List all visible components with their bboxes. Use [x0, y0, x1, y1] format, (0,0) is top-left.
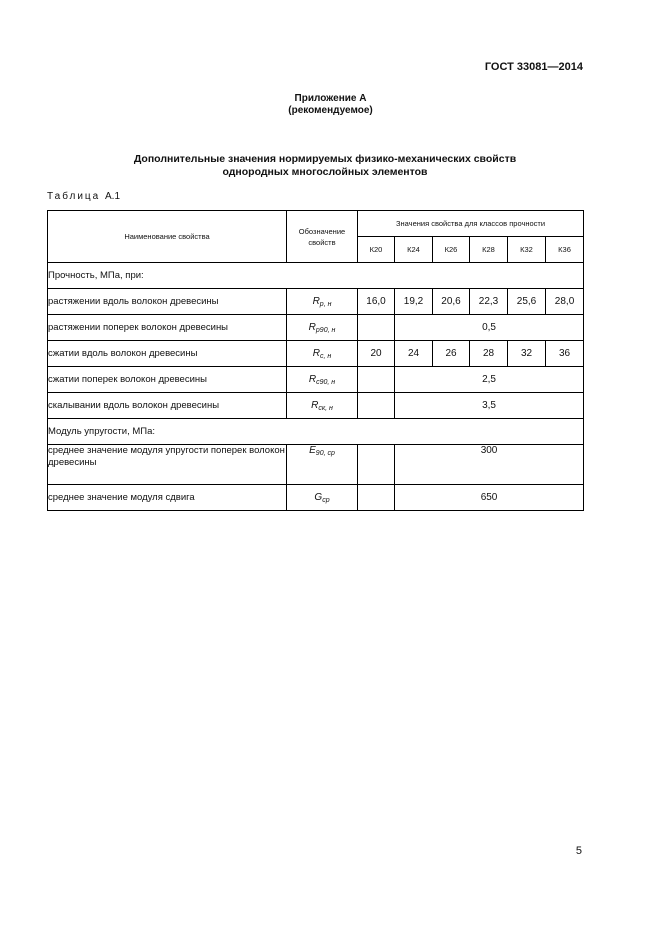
- row-value: 25,6: [508, 289, 546, 315]
- row-property-name: среднее значение модуля сдвига: [48, 485, 287, 511]
- row-symbol: $R_{с, н}$: [287, 341, 358, 367]
- row-symbol: $R_{ск, н}$: [287, 393, 358, 419]
- table-row: [48, 393, 584, 419]
- row-value: 0,5: [395, 315, 584, 341]
- header-class: К28: [470, 237, 508, 263]
- row-value: 26: [433, 341, 470, 367]
- table-caption-word: Таблица: [47, 191, 101, 202]
- row-property-name: сжатии поперек волокон древесины: [48, 367, 287, 393]
- table-caption: [47, 191, 120, 202]
- row-property-name: растяжении вдоль волокон древесины: [48, 289, 287, 315]
- row-value: 650: [395, 485, 584, 511]
- header-values-group: Значения свойства для классов прочности: [358, 211, 584, 237]
- row-symbol: $R_{р, н}$: [287, 289, 358, 315]
- header-symbol: [287, 211, 358, 263]
- row-value: 28,0: [546, 289, 584, 315]
- row-property-name: скалывании вдоль волокон древесины: [48, 393, 287, 419]
- header-class: К26: [433, 237, 470, 263]
- row-empty-cell: [358, 445, 395, 485]
- page-number: 5: [575, 845, 582, 857]
- row-value: 24: [395, 341, 433, 367]
- row-value: 20,6: [433, 289, 470, 315]
- row-property-name: среднее значение модуля упругости поперек волокон древесины: [48, 445, 287, 485]
- row-symbol: $R_{с90, н}$: [287, 367, 358, 393]
- header-class: К32: [508, 237, 546, 263]
- row-value: 300: [395, 445, 584, 485]
- document-title-line1: Дополнительные значения нормируемых физико-механических свойств: [133, 153, 517, 165]
- row-property-name: сжатии вдоль волокон древесины: [48, 341, 287, 367]
- standard-number: ГОСТ 33081—2014: [484, 61, 583, 73]
- table-row: [48, 341, 584, 367]
- row-value: 32: [508, 341, 546, 367]
- header-symbol-line1: Обозначение: [298, 226, 346, 236]
- row-symbol: $R_{р90, н}$: [287, 315, 358, 341]
- appendix-title: Приложение А: [294, 93, 367, 104]
- document-title-line2: однородных многослойных элементов: [222, 166, 428, 178]
- table-row: [48, 315, 584, 341]
- row-value: 28: [470, 341, 508, 367]
- row-empty-cell: [358, 315, 395, 341]
- appendix-subtitle: (рекомендуемое): [288, 105, 373, 116]
- header-property-name: Наименование свойства: [48, 211, 287, 263]
- row-value: 2,5: [395, 367, 584, 393]
- table-group-row: [48, 419, 584, 445]
- table-row: [48, 367, 584, 393]
- properties-table: [47, 210, 584, 511]
- row-value: 16,0: [358, 289, 395, 315]
- row-value: 19,2: [395, 289, 433, 315]
- table-caption-number: А.1: [105, 191, 121, 202]
- row-value: 3,5: [395, 393, 584, 419]
- row-value: 20: [358, 341, 395, 367]
- table-row: [48, 289, 584, 315]
- header-class: К20: [358, 237, 395, 263]
- table-row: [48, 445, 584, 485]
- row-empty-cell: [358, 485, 395, 511]
- row-value: 22,3: [470, 289, 508, 315]
- header-class: К36: [546, 237, 584, 263]
- table-row: [48, 485, 584, 511]
- table-group-row: [48, 263, 584, 289]
- row-property-name: растяжении поперек волокон древесины: [48, 315, 287, 341]
- row-empty-cell: [358, 393, 395, 419]
- row-symbol: $G_{ср}$: [287, 485, 358, 511]
- row-empty-cell: [358, 367, 395, 393]
- header-class: К24: [395, 237, 433, 263]
- header-symbol-line2: свойств: [308, 237, 336, 247]
- row-value: 36: [546, 341, 584, 367]
- row-symbol: $E_{90, ср}$: [287, 445, 358, 485]
- group-modulus: Модуль упругости, МПа:: [48, 419, 584, 445]
- group-strength: Прочность, МПа, при:: [48, 263, 584, 289]
